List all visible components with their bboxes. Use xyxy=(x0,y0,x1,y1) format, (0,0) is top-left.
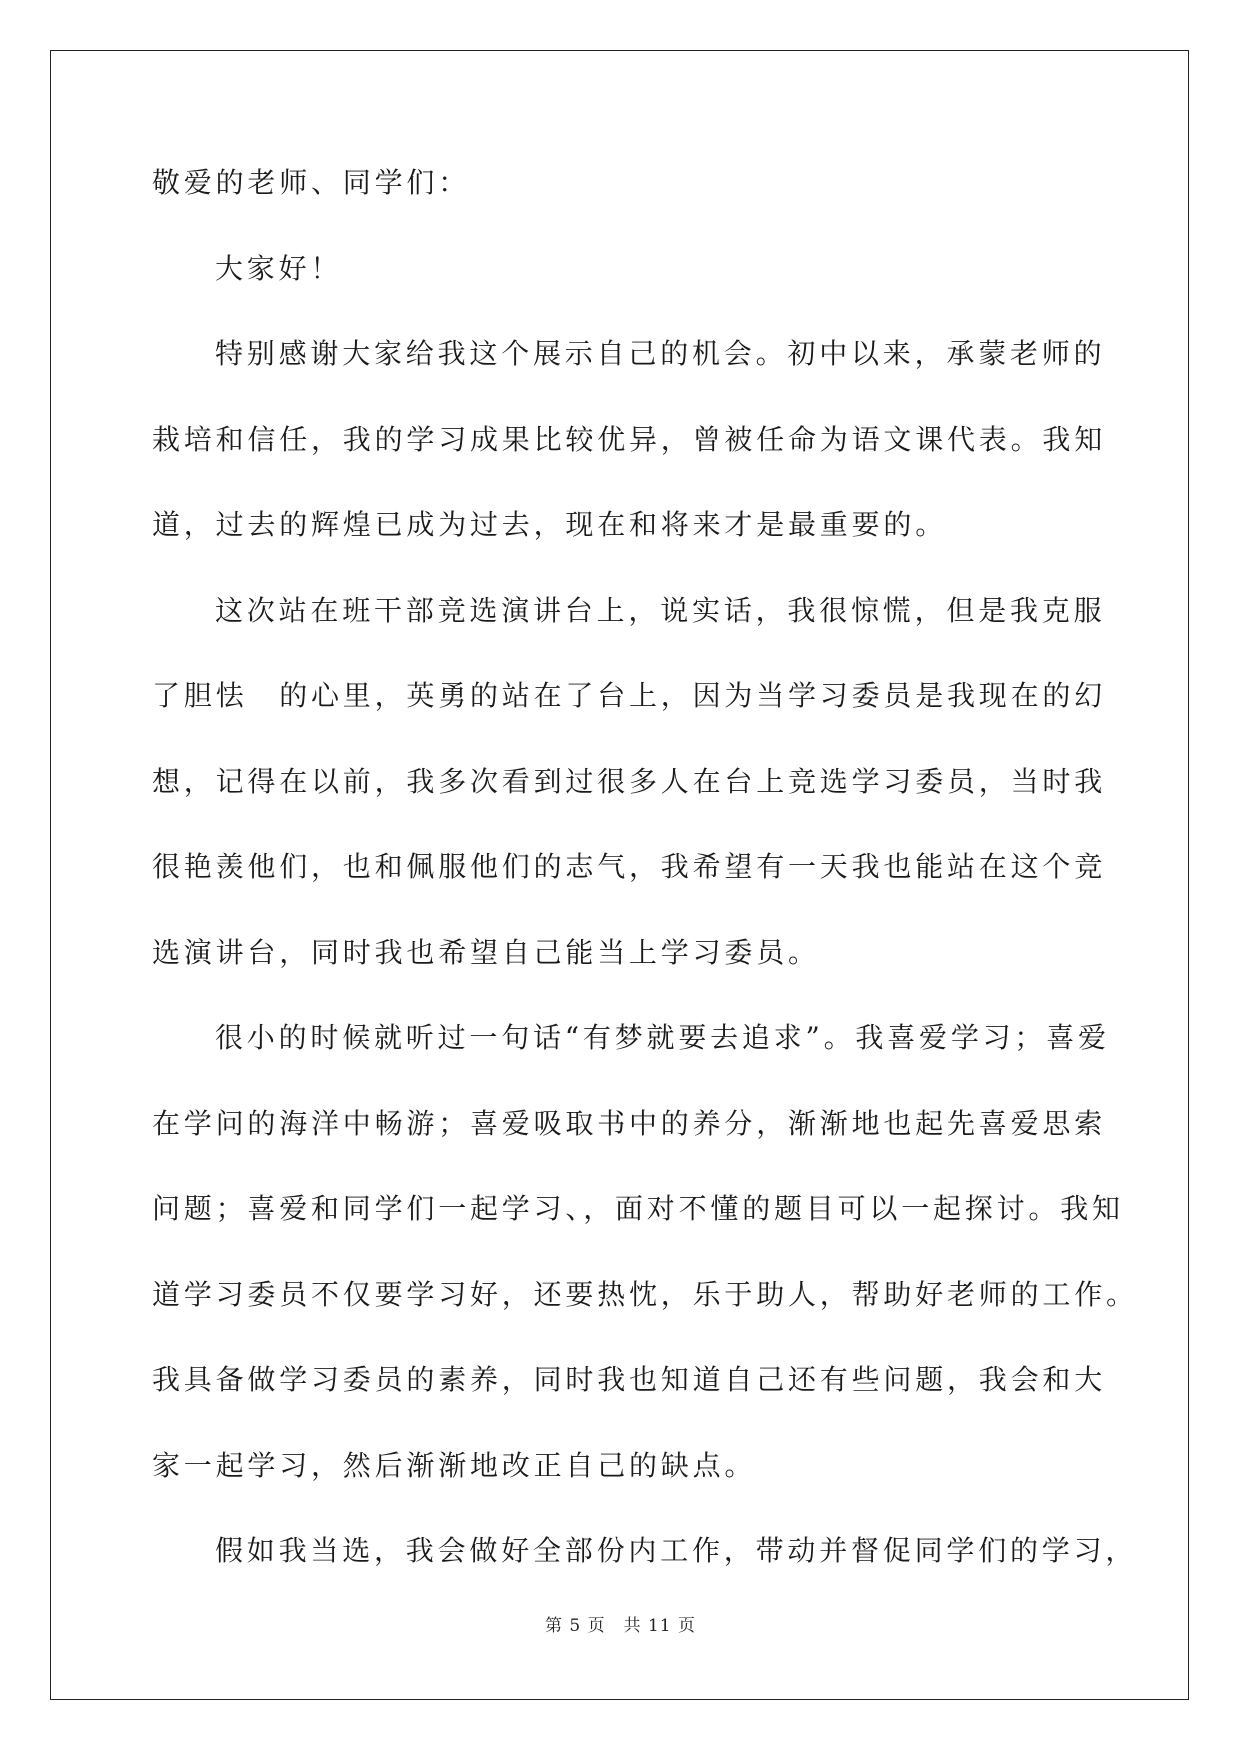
salutation-line: 敬爱的老师、同学们： xyxy=(152,166,471,199)
page-footer xyxy=(0,1611,1241,1636)
document-body xyxy=(152,160,1138,1614)
paragraph-line: 很小的时候就听过一句话“有梦就要去追求”。我喜爱学习；喜爱 xyxy=(215,1021,1110,1054)
greeting-line: 大家好！ xyxy=(215,251,343,285)
paragraph-line: 想，记得在以前，我多次看到过很多人在台上竞选学习委员，当时我 xyxy=(152,764,1107,798)
paragraph-line: 假如我当选，我会做好全部份内工作，带动并督促同学们的学习， xyxy=(215,1534,1138,1567)
page-number: 第 5 页 共 11 页 xyxy=(544,1616,697,1636)
paragraph-line: 道，过去的辉煌已成为过去，现在和将来才是最重要的。 xyxy=(152,508,948,541)
paragraph-line: 了胆怯 的心里，英勇的站在了台上，因为当学习委员是我现在的幻 xyxy=(152,679,1107,712)
paragraph-line: 家一起学习，然后渐渐地改正自己的缺点。 xyxy=(152,1448,757,1482)
paragraph-line: 栽培和信任，我的学习成果比较优异，曾被任命为语文课代表。我知 xyxy=(152,422,1107,456)
paragraph-line: 我具备做学习委员的素养，同时我也知道自己还有些问题，我会和大 xyxy=(152,1363,1107,1396)
paragraph-line: 选演讲台，同时我也希望自己能当上学习委员。 xyxy=(152,935,820,969)
paragraph-line: 特别感谢大家给我这个展示自己的机会。初中以来，承蒙老师的 xyxy=(215,337,1106,370)
paragraph-line: 道学习委员不仅要学习好，还要热忱，乐于助人，帮助好老师的工作。 xyxy=(152,1277,1138,1311)
paragraph-line: 这次站在班干部竞选演讲台上，说实话，我很惊慌，但是我克服 xyxy=(215,593,1106,627)
paragraph-line: 在学问的海洋中畅游；喜爱吸取书中的养分，渐渐地也起先喜爱思索 xyxy=(152,1106,1107,1140)
paragraph-line: 问题；喜爱和同学们一起学习、，面对不懂的题目可以一起探讨。我知 xyxy=(152,1192,1124,1225)
paragraph-line: 很艳羡他们，也和佩服他们的志气，我希望有一天我也能站在这个竞 xyxy=(152,850,1107,883)
